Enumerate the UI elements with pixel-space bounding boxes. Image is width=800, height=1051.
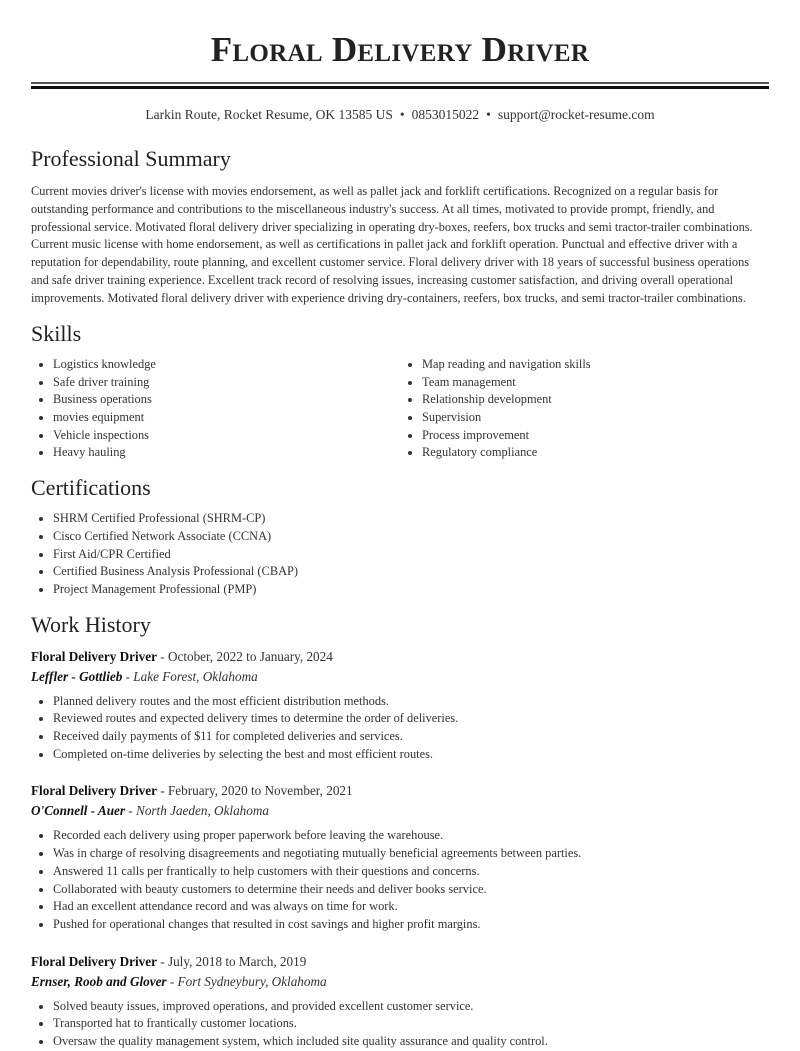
job-dates: - October, 2022 to January, 2024 xyxy=(156,648,333,664)
job-bullet: • Completed on-time deliveries by selecting the best and most efficient routes. xyxy=(53,746,769,764)
job-dates: - July, 2018 to March, 2019 xyxy=(156,953,307,969)
contact-line xyxy=(31,106,769,124)
summary-heading: Professional Summary xyxy=(31,146,231,171)
skill-item: • Heavy hauling xyxy=(53,444,400,462)
job-bullet: • Collaborated with beauty customers to determine their needs and deliver books service. xyxy=(53,881,769,899)
job-bullet: • Planned delivery routes and the most efficient distribution methods. xyxy=(53,693,769,711)
header-divider-thick xyxy=(31,86,769,89)
skills-list-right xyxy=(400,356,769,462)
contact-email[interactable]: support@rocket-resume.com xyxy=(497,107,655,122)
certification-item: • SHRM Certified Professional (SHRM-CP) xyxy=(53,510,769,528)
company-location: - Fort Sydneybury, Oklahoma xyxy=(166,973,327,989)
job-bullet: • Recorded each delivery using proper paperwork before leaving the warehouse. xyxy=(53,827,769,845)
skill-item: • Logistics knowledge xyxy=(53,356,400,374)
company-line xyxy=(31,972,769,992)
certification-item: • Cisco Certified Network Associate (CCNA) xyxy=(53,528,769,546)
contact-separator: • xyxy=(486,107,491,122)
company-location: - Lake Forest, Oklahoma xyxy=(122,668,258,684)
job-dates: - February, 2020 to November, 2021 xyxy=(156,783,353,799)
company-name: O'Connell - Auer xyxy=(31,803,126,819)
certifications-list xyxy=(31,510,769,599)
certification-item: • Certified Business Analysis Professional (CBAP) xyxy=(53,563,769,581)
job-title-line xyxy=(31,781,769,801)
skill-item: • Vehicle inspections xyxy=(53,427,400,445)
skill-item: • Business operations xyxy=(53,391,400,409)
skill-item: • Supervision xyxy=(422,409,769,427)
job-entry xyxy=(31,647,769,764)
job-entry xyxy=(31,952,769,1051)
skill-item: • movies equipment xyxy=(53,409,400,427)
job-bullet: • Pushed for operational changes that resulted in cost savings and higher profit margins. xyxy=(53,916,769,934)
certification-item: • Project Management Professional (PMP) xyxy=(53,581,769,599)
job-title-line xyxy=(31,952,769,972)
header-divider-thin xyxy=(31,82,769,84)
skills-list-left xyxy=(31,356,400,462)
skill-item: • Team management xyxy=(422,374,769,392)
skill-item: • Relationship development xyxy=(422,391,769,409)
certifications-heading: Certifications xyxy=(31,475,151,501)
company-line xyxy=(31,801,769,821)
skills-columns xyxy=(31,356,769,462)
skills-heading: Skills xyxy=(31,320,82,346)
job-bullet: • Answered 11 calls per frantically to help customers with their questions and concerns. xyxy=(53,863,769,881)
resume-title: Floral Delivery Driver xyxy=(210,30,590,69)
contact-separator: • xyxy=(399,107,405,122)
job-bullet: • Solved beauty issues, improved operations, and provided excellent customer service. xyxy=(53,998,769,1016)
company-location: - North Jaeden, Oklahoma xyxy=(125,803,269,819)
job-bullet: • Oversaw the quality management system, which included site quality assurance and quality control. xyxy=(53,1033,769,1051)
job-title: Floral Delivery Driver xyxy=(31,953,157,969)
skill-item: • Map reading and navigation skills xyxy=(422,356,769,374)
company-name: Leffler - Gottlieb xyxy=(31,668,123,684)
job-bullet: • Reviewed routes and expected delivery times to determine the order of deliveries. xyxy=(53,710,769,728)
job-bullet: • Received daily payments of $11 for completed deliveries and services. xyxy=(53,728,769,746)
job-title: Floral Delivery Driver xyxy=(31,783,157,799)
job-bullets xyxy=(31,693,769,764)
contact-address: Larkin Route, Rocket Resume, OK 13585 US xyxy=(145,107,393,122)
job-entry xyxy=(31,781,769,933)
work-history-heading: Work History xyxy=(31,611,151,637)
contact-phone: 0853015022 xyxy=(411,107,480,122)
company-line xyxy=(31,667,769,687)
job-title-line xyxy=(31,647,769,667)
certification-item: • First Aid/CPR Certified xyxy=(53,546,769,564)
job-bullet: • Transported hat to frantically customer locations. xyxy=(53,1015,769,1033)
skill-item: • Process improvement xyxy=(422,427,769,445)
job-bullets xyxy=(31,827,769,933)
job-bullet: • Had an excellent attendance record and was always on time for work. xyxy=(53,898,769,916)
company-name: Ernser, Roob and Glover xyxy=(31,973,167,989)
summary-text: Current movies driver's license with movies endorsement, as well as pallet jack and forklift certifications. Recognized on a regular basis for outstanding performance and contributions to the miscellaneous industry's success. At all times, motivated to provide prompt, friendly, and professional service. Motivated floral delivery driver specializing in operating dry-boxes, reefers, box trucks and semi tractor-trailer combinations. Current music license with home endorsement, as well as certifications in pallet jack and forklift operation. Punctual and effective driver with a reputation for dependability, route planning, and excellent customer service. Floral delivery driver with 18 years of successful business operations and safe driver training experience. Excellent track record of resolving issues, increasing customer satisfaction, and driving overall operational improvements. Motivated floral delivery driver with experience driving dry-containers, reefers, box trucks, and semi tractor-trailer combinations. xyxy=(31,184,753,305)
job-title: Floral Delivery Driver xyxy=(31,648,157,664)
skill-item: • Regulatory compliance xyxy=(422,444,769,462)
job-bullets xyxy=(31,998,769,1051)
job-bullet: • Was in charge of resolving disagreements and negotiating mutually beneficial agreements between parties. xyxy=(53,845,769,863)
skill-item: • Safe driver training xyxy=(53,374,400,392)
